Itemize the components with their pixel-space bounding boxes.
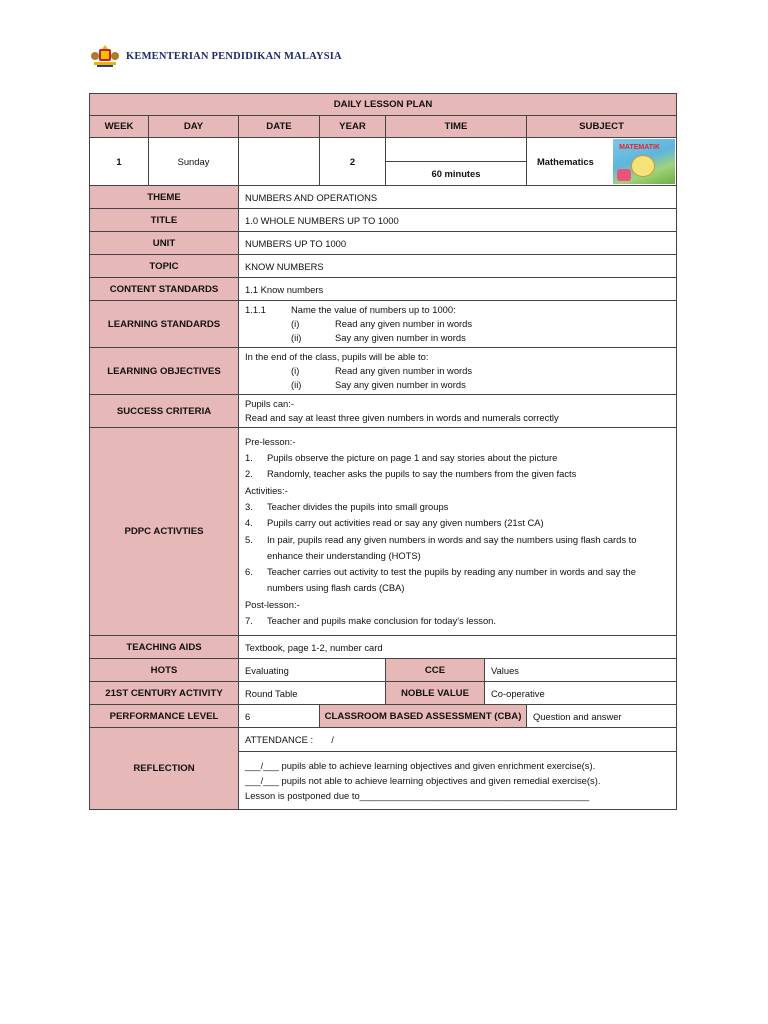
hots-value: Evaluating bbox=[239, 659, 386, 682]
time-value: 60 minutes bbox=[386, 162, 527, 186]
reflection-line: Lesson is postponed due to____________________________________________ bbox=[245, 790, 590, 801]
step-number: 4. bbox=[245, 517, 253, 529]
theme-value: NUMBERS AND OPERATIONS bbox=[239, 186, 677, 209]
step-text: Teacher carries out activity to test the pupils by reading any number in words and say the numbers using flash cards (CBA) bbox=[267, 566, 636, 594]
21st-century-label: 21ST CENTURY ACTIVITY bbox=[90, 682, 239, 705]
cba-value: Question and answer bbox=[527, 705, 677, 728]
pdpc-activities-label: PDPC ACTIVTIES bbox=[90, 428, 239, 636]
noble-value-value: Co-operative bbox=[485, 682, 677, 705]
objectives-intro: In the end of the class, pupils will be able to: bbox=[245, 351, 429, 362]
time-header: TIME bbox=[386, 116, 527, 138]
malaysia-crest-icon bbox=[90, 43, 120, 69]
day-value: Sunday bbox=[149, 138, 239, 186]
subject-cell bbox=[527, 138, 677, 186]
step-number: 1. bbox=[245, 452, 253, 464]
title-value: 1.0 WHOLE NUMBERS UP TO 1000 bbox=[239, 209, 677, 232]
date-header: DATE bbox=[239, 116, 320, 138]
step-number: 2. bbox=[245, 468, 253, 480]
cce-label: CCE bbox=[386, 659, 485, 682]
content-standards-label: CONTENT STANDARDS bbox=[90, 278, 239, 301]
subject-value: Mathematics bbox=[537, 156, 594, 167]
success-criteria-label: SUCCESS CRITERIA bbox=[90, 395, 239, 428]
step-text: Teacher and pupils make conclusion for today's lesson. bbox=[267, 614, 496, 626]
standard-item-num: (ii) bbox=[291, 332, 302, 343]
daily-lesson-plan-table bbox=[89, 93, 677, 810]
teaching-aids-label: TEACHING AIDS bbox=[90, 636, 239, 659]
time-start-value bbox=[386, 138, 527, 162]
objective-item-num: (i) bbox=[291, 365, 300, 376]
unit-label: UNIT bbox=[90, 232, 239, 255]
attendance-value: ATTENDANCE : / bbox=[239, 728, 677, 752]
plan-title: DAILY LESSON PLAN bbox=[90, 94, 677, 116]
week-value: 1 bbox=[90, 138, 149, 186]
reflection-line: ___/___ pupils not able to achieve learning objectives and given remedial exercise(s). bbox=[245, 775, 601, 786]
21st-century-value: Round Table bbox=[239, 682, 386, 705]
content-standards-value: 1.1 Know numbers bbox=[239, 278, 677, 301]
title-label: TITLE bbox=[90, 209, 239, 232]
learning-objectives-value bbox=[239, 348, 677, 395]
objective-item-text: Read any given number in words bbox=[335, 365, 473, 376]
standard-text: Name the value of numbers up to 1000: bbox=[291, 304, 456, 315]
page-header bbox=[90, 42, 342, 70]
hots-label: HOTS bbox=[90, 659, 239, 682]
week-header: WEEK bbox=[90, 116, 149, 138]
unit-value: NUMBERS UP TO 1000 bbox=[239, 232, 677, 255]
standard-code: 1.1.1 bbox=[245, 304, 266, 315]
subject-header: SUBJECT bbox=[527, 116, 677, 138]
post-lesson-heading: Post-lesson:- bbox=[245, 598, 300, 610]
success-line: Pupils can:- bbox=[245, 398, 294, 409]
theme-label: THEME bbox=[90, 186, 239, 209]
pdpc-activities-value bbox=[239, 428, 677, 636]
step-text: Randomly, teacher asks the pupils to say the numbers from the given facts bbox=[267, 468, 577, 480]
learning-standards-label: LEARNING STANDARDS bbox=[90, 301, 239, 348]
step-number: 3. bbox=[245, 500, 253, 512]
objective-item-num: (ii) bbox=[291, 379, 302, 390]
reflection-label: REFLECTION bbox=[90, 728, 239, 810]
standard-item-num: (i) bbox=[291, 318, 300, 329]
performance-level-label: PERFORMANCE LEVEL bbox=[90, 705, 239, 728]
date-value bbox=[239, 138, 320, 186]
activities-heading: Activities:- bbox=[245, 484, 288, 496]
day-header: DAY bbox=[149, 116, 239, 138]
cce-value: Values bbox=[485, 659, 677, 682]
objective-item-text: Say any given number in words bbox=[335, 379, 466, 390]
standard-item-text: Read any given number in words bbox=[335, 318, 473, 329]
success-criteria-value bbox=[239, 395, 677, 428]
step-number: 6. bbox=[245, 566, 253, 578]
cba-label: CLASSROOM BASED ASSESSMENT (CBA) bbox=[320, 705, 527, 728]
step-number: 5. bbox=[245, 533, 253, 545]
step-number: 7. bbox=[245, 614, 253, 626]
step-text: In pair, pupils read any given numbers in words and say the numbers using flash cards to enhance their understanding (HOTS) bbox=[267, 533, 637, 561]
year-header: YEAR bbox=[320, 116, 386, 138]
topic-label: TOPIC bbox=[90, 255, 239, 278]
step-text: Pupils observe the picture on page 1 and say stories about the picture bbox=[267, 452, 558, 464]
success-line: Read and say at least three given numbers in words and numerals correctly bbox=[245, 412, 559, 423]
standard-item-text: Say any given number in words bbox=[335, 332, 466, 343]
year-value: 2 bbox=[320, 138, 386, 186]
learning-objectives-label: LEARNING OBJECTIVES bbox=[90, 348, 239, 395]
noble-value-label: NOBLE VALUE bbox=[386, 682, 485, 705]
step-text: Pupils carry out activities read or say any given numbers (21st CA) bbox=[267, 517, 544, 529]
teaching-aids-value: Textbook, page 1-2, number card bbox=[239, 636, 677, 659]
ministry-name: KEMENTERIAN PENDIDIKAN MALAYSIA bbox=[126, 50, 342, 62]
step-text: Teacher divides the pupils into small groups bbox=[267, 500, 449, 512]
learning-standards-value bbox=[239, 301, 677, 348]
reflection-value bbox=[239, 752, 677, 810]
pre-lesson-heading: Pre-lesson:- bbox=[245, 435, 296, 447]
performance-level-value: 6 bbox=[239, 705, 320, 728]
textbook-cover-image: MATEMATIK bbox=[613, 139, 675, 184]
reflection-line: ___/___ pupils able to achieve learning objectives and given enrichment exercise(s). bbox=[245, 760, 596, 771]
topic-value: KNOW NUMBERS bbox=[239, 255, 677, 278]
